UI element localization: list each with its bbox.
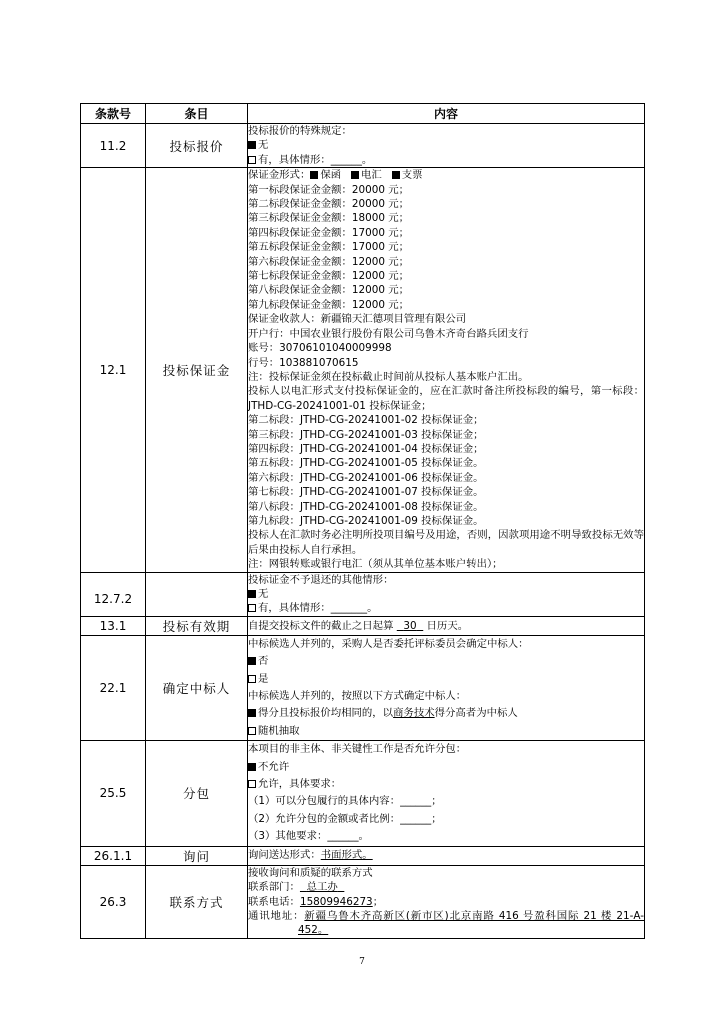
contact-phone-value: 15809946273 <box>299 895 373 908</box>
inquiry-line <box>248 847 644 863</box>
clause-number: 26.1.1 <box>81 846 146 865</box>
sub-requirement <box>248 828 644 845</box>
validity-suffix: 日历天。 <box>426 619 469 632</box>
checked-box-icon <box>248 763 256 771</box>
amount-line: 第八标段保证金金额：12000 元； <box>248 284 410 297</box>
page-number: 7 <box>359 957 365 967</box>
amount-line: 第三标段保证金金额：18000 元； <box>248 212 410 225</box>
option-label: 保函 <box>320 169 342 182</box>
option-label: 得分且投标报价均相同的，以 <box>258 707 394 720</box>
table-row <box>81 635 645 740</box>
validity-line <box>248 618 644 634</box>
text-line: 本项目的非主体、非关键性工作是否允许分包： <box>248 743 467 756</box>
remark-line: 第九标段：JTHD-CG-20241001-09 投标保证金。 <box>248 514 484 527</box>
header-content: 内容 <box>248 104 645 124</box>
remark-line: 第六标段：JTHD-CG-20241001-06 投标保证金。 <box>248 471 484 484</box>
option-line <box>248 776 644 793</box>
note-paragraph: 投标人在汇款时务必注明所投项目编号及用途，否则，因款项用途不明导致投标无效等后果由投标人自行承担。 <box>248 529 644 556</box>
option-line <box>248 653 644 670</box>
clause-number: 12.7.2 <box>81 572 146 616</box>
amount-line: 第四标段保证金金额：17000 元； <box>248 226 410 239</box>
clause-number: 26.3 <box>81 865 146 938</box>
table-row <box>81 846 645 865</box>
clause-item: 联系方式 <box>146 865 248 938</box>
checked-box-icon <box>248 590 256 598</box>
note-line: 注：投标保证金须在投标截止时间前从投标人基本账户汇出。 <box>248 370 529 383</box>
bidding-data-table <box>80 103 645 939</box>
validity-days <box>397 620 423 632</box>
clause-number: 11.2 <box>81 124 146 168</box>
option-label: 无 <box>258 139 269 152</box>
sub-label: （1）可以分包履行的具体内容： <box>248 795 401 808</box>
clause-item: 确定中标人 <box>146 635 248 740</box>
remark-line: 第四标段：JTHD-CG-20241001-04 投标保证金； <box>248 442 484 455</box>
checked-box-icon <box>310 171 318 179</box>
table-row <box>81 124 645 168</box>
checked-box-icon <box>351 171 359 179</box>
text-line: 接收询问和质疑的联系方式 <box>248 866 373 879</box>
option-label: 支票 <box>401 169 423 182</box>
option-line <box>248 671 644 688</box>
bank-line: 开户行：中国农业银行股份有限公司乌鲁木齐奇台路兵团支行 <box>248 327 529 340</box>
option-line <box>248 138 644 152</box>
fill-blank: ______ <box>330 153 362 166</box>
clause-number: 22.1 <box>81 635 146 740</box>
validity-prefix: 自提交投标文件的截止之日起算 <box>248 619 394 632</box>
fill-blank: ______ <box>400 812 432 825</box>
option-label: 否 <box>258 655 269 668</box>
unchecked-box-icon <box>248 727 256 735</box>
contact-dept-text: 总工办 <box>306 881 338 894</box>
option-label: 无 <box>258 588 269 600</box>
clause-content <box>248 635 645 740</box>
remark-line: 第五标段：JTHD-CG-20241001-05 投标保证金。 <box>248 457 484 470</box>
inquiry-value: 书面形式。 <box>320 849 373 862</box>
sub-label: （3）其他要求： <box>248 830 328 843</box>
contact-dept-value <box>300 881 344 893</box>
clause-item: 投标报价 <box>146 124 248 168</box>
option-label: 随机抽取 <box>258 724 300 737</box>
amount-line: 第五标段保证金金额：17000 元； <box>248 241 410 254</box>
line-end: ； <box>431 795 442 808</box>
clause-content <box>248 865 645 938</box>
option-line <box>248 723 644 740</box>
contact-phone-line <box>248 895 644 909</box>
line-end: 。 <box>361 153 373 166</box>
contact-address-value: 新疆乌鲁木齐高新区(新市区)北京南路 416 号盈科国际 21 楼 21-A-452。 <box>298 909 644 937</box>
table-row <box>81 616 645 635</box>
option-label: 得分高者为中标人 <box>434 707 518 720</box>
amount-line: 第七标段保证金金额：12000 元； <box>248 270 410 283</box>
remark-line: 第八标段：JTHD-CG-20241001-08 投标保证金。 <box>248 500 484 513</box>
remark-line: 第三标段：JTHD-CG-20241001-03 投标保证金； <box>248 428 484 441</box>
note-line: 注：网银转账或银行电汇（须从其单位基本账户转出）； <box>248 558 503 571</box>
inquiry-label: 询问送达形式： <box>248 849 321 862</box>
clause-number: 12.1 <box>81 168 146 572</box>
option-label: 有，具体情形： <box>258 153 331 166</box>
table-row <box>81 168 645 572</box>
table-row <box>81 865 645 938</box>
clause-number: 25.5 <box>81 741 146 846</box>
checked-box-icon <box>392 171 400 179</box>
option-line <box>248 587 644 601</box>
text-line: 中标候选人并列的，按照以下方式确定中标人： <box>248 690 467 703</box>
unchecked-box-icon <box>248 780 256 788</box>
remark-line: 第二标段：JTHD-CG-20241001-02 投标保证金； <box>248 414 484 427</box>
validity-days-value: 30 <box>403 619 417 632</box>
checked-box-icon <box>248 709 256 717</box>
option-label: 允许，具体要求： <box>258 778 342 791</box>
option-underlined: 商务技术 <box>393 707 435 720</box>
header-item: 条目 <box>146 104 248 124</box>
contact-dept-line <box>248 880 644 894</box>
unchecked-box-icon <box>248 604 256 612</box>
sub-label: （2）允许分包的金额或者比例： <box>248 812 401 825</box>
table-header-row <box>81 104 645 124</box>
account-line: 账号：30706101040009998 <box>248 342 392 355</box>
amount-line: 第二标段保证金金额：20000 元； <box>248 198 410 211</box>
clause-item: 投标有效期 <box>146 616 248 635</box>
clause-item: 询问 <box>146 846 248 865</box>
fill-blank: _______ <box>330 602 368 615</box>
clause-item <box>146 572 248 616</box>
line-end: ； <box>372 895 384 908</box>
text-line: 中标候选人并列的，采购人是否委托评标委员会确定中标人： <box>248 637 529 650</box>
clause-content <box>248 124 645 168</box>
bank-number-line: 行号：103881070615 <box>248 356 359 369</box>
option-label: 电汇 <box>361 169 382 182</box>
amount-line: 第九标段保证金金额：12000 元； <box>248 298 410 311</box>
deposit-form-label: 保证金形式： <box>248 169 311 182</box>
option-label: 是 <box>258 672 269 685</box>
clause-content <box>248 168 645 572</box>
contact-address-label: 通讯地址： <box>248 909 305 922</box>
checked-box-icon <box>248 657 256 665</box>
text-line: 投标报价的特殊规定： <box>248 125 352 137</box>
contact-address-line <box>248 909 644 938</box>
contact-dept-label: 联系部门： <box>248 881 300 894</box>
amount-line: 第六标段保证金金额：12000 元； <box>248 255 410 268</box>
option-label: 不允许 <box>258 760 290 773</box>
option-label: 有，具体情形： <box>258 602 331 615</box>
amount-line: 第一标段保证金金额：20000 元； <box>248 183 410 196</box>
text-line: 投标证金不予退还的其他情形： <box>248 573 394 586</box>
checked-box-icon <box>248 141 256 149</box>
fill-blank: ______ <box>400 795 432 808</box>
deposit-form-line <box>248 168 644 182</box>
option-line <box>248 601 644 615</box>
table-row <box>81 741 645 846</box>
option-line <box>248 705 644 722</box>
line-end: 。 <box>358 830 369 843</box>
table-row <box>81 572 645 616</box>
clause-content <box>248 741 645 846</box>
option-line <box>248 153 644 167</box>
receiver-line: 保证金收款人：新疆锦天汇德项目管理有限公司 <box>248 313 467 326</box>
option-line <box>248 759 644 776</box>
note-paragraph: 投标人以电汇形式支付投标保证金的，应在汇款时备注所投标段的编号，第一标段：JTHD-CG-20241001-01 投标保证金； <box>248 385 644 412</box>
line-end: 。 <box>367 602 378 615</box>
unchecked-box-icon <box>248 156 256 164</box>
clause-number: 13.1 <box>81 616 146 635</box>
unchecked-box-icon <box>248 675 256 683</box>
header-clause: 条款号 <box>81 104 146 124</box>
line-end: ； <box>431 812 442 825</box>
sub-requirement <box>248 811 644 828</box>
fill-blank: ______ <box>327 830 359 843</box>
contact-phone-label: 联系电话： <box>248 895 300 908</box>
clause-content <box>248 846 645 865</box>
clause-item: 投标保证金 <box>146 168 248 572</box>
clause-content <box>248 572 645 616</box>
sub-requirement <box>248 793 644 810</box>
remark-line: 第七标段：JTHD-CG-20241001-07 投标保证金。 <box>248 486 484 499</box>
clause-content <box>248 616 645 635</box>
clause-item: 分包 <box>146 741 248 846</box>
